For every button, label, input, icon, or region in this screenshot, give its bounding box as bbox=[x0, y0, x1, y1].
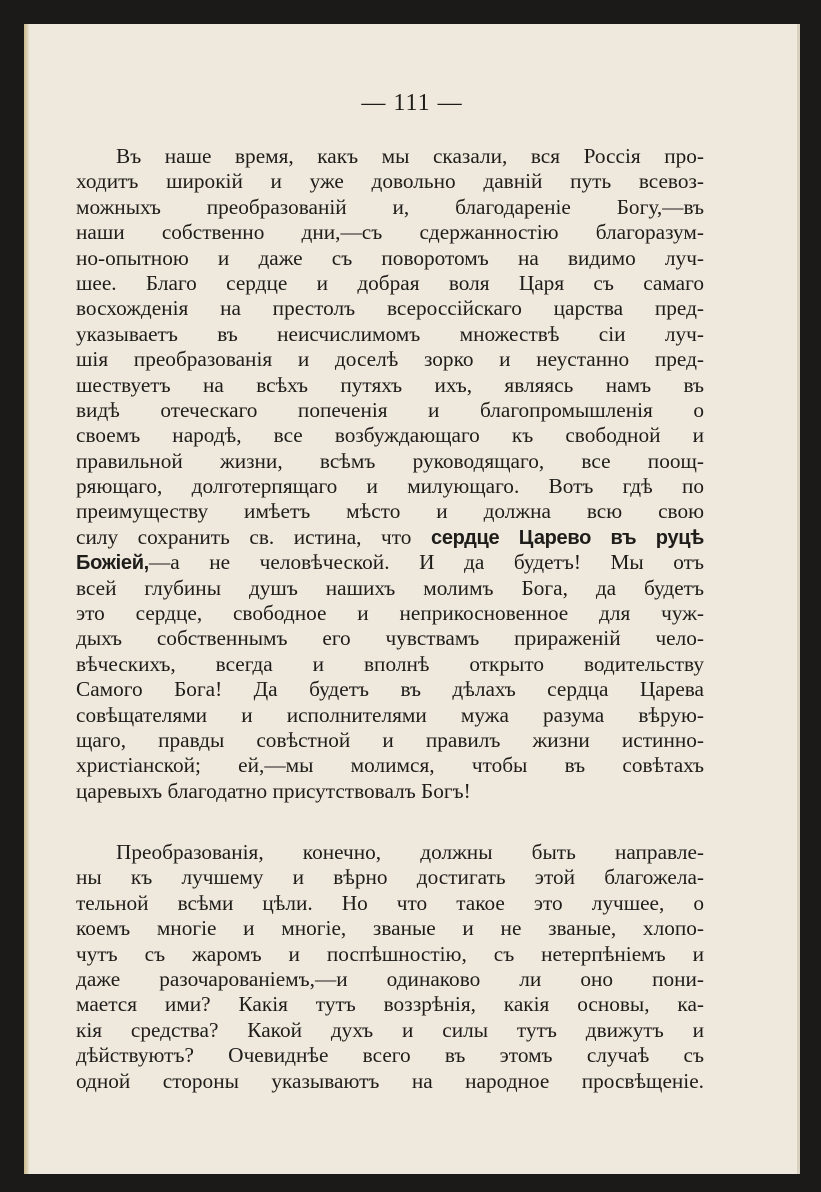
text-line: совѣщателями и исполнителями мужа разума вѣрую- bbox=[76, 702, 704, 727]
text-line: дыхъ собственнымъ его чувствамъ приражeній чело- bbox=[76, 626, 704, 651]
text-line: своемъ народѣ, все возбуждающаго къ свободной и bbox=[76, 423, 704, 448]
text-line: даже разочарованіемъ,—и одинаково ли оно пони- bbox=[76, 966, 704, 991]
text-line: ходитъ широкій и уже довольно давній путь всевоз- bbox=[76, 169, 704, 194]
text-line: шествуетъ на всѣхъ путяхъ ихъ, являясь намъ въ bbox=[76, 372, 704, 397]
text-line: указываетъ въ неисчислимомъ множествѣ сіи луч- bbox=[76, 321, 704, 346]
text-line: царевыхъ благодатно присутствовалъ Богъ! bbox=[76, 778, 471, 803]
text-line: шее. Благо сердце и добрая воля Царя съ самаго bbox=[76, 270, 704, 295]
book-page bbox=[24, 24, 800, 1174]
text-line: преимуществу имѣетъ мѣсто и должна всю свою bbox=[76, 499, 704, 524]
text-line: шія преобразованія и доселѣ зорко и неустанно пред- bbox=[76, 347, 704, 372]
text-line: щаго, правды совѣстной и правилъ жизни истинно- bbox=[76, 727, 704, 752]
text-line-with-emphasis bbox=[76, 525, 704, 550]
text-line: чутъ съ жаромъ и поспѣшностію, съ нетерпѣніемъ и bbox=[76, 941, 704, 966]
text-line: ны къ лучшему и вѣрно достигать этой благожела- bbox=[76, 865, 704, 890]
text-line: одной стороны указываютъ на народное просвѣщеніе. bbox=[76, 1068, 704, 1093]
text-line: коемъ многіе и многіе, званые и не званые, хлопо- bbox=[76, 916, 704, 941]
text-line: мается ими? Какія тутъ воззрѣнія, какія основы, ка- bbox=[76, 992, 704, 1017]
text-line: вѣческихъ, всегда и вполнѣ открыто водительству bbox=[76, 651, 704, 676]
text-line: дѣйствуютъ? Очевиднѣе всего въ этомъ случаѣ съ bbox=[76, 1043, 704, 1068]
text-segment: —а не человѣческой. И да будетъ! Мы отъ bbox=[148, 550, 704, 575]
page-number: — 111 — bbox=[361, 90, 463, 116]
text-line: правильной жизни, всѣмъ руководящаго, все поощ- bbox=[76, 448, 704, 473]
text-line: Въ наше время, какъ мы сказали, вся Россія про- bbox=[116, 144, 704, 168]
text-segment: силу сохранить св. истина, что bbox=[76, 524, 431, 549]
text-line: наши собственно дни,—съ сдержанностію благоразум- bbox=[76, 220, 704, 245]
text-line: Преобразованія, конечно, должны быть направле- bbox=[116, 840, 704, 864]
paragraph-2 bbox=[76, 840, 704, 1094]
text-line: но-опытною и даже съ поворотомъ на видимо луч- bbox=[76, 245, 704, 270]
page-right-edge bbox=[797, 24, 800, 1174]
emphasized-text: Божіей, bbox=[76, 552, 149, 575]
text-line: христіанской; ей,—мы молимся, чтобы въ совѣтахъ bbox=[76, 753, 704, 778]
emphasized-text: сердце Царево въ руцѣ bbox=[431, 526, 705, 549]
text-line-with-emphasis bbox=[76, 550, 704, 575]
text-line: восхожденія на престолъ всероссійскаго царства пред- bbox=[76, 296, 704, 321]
text-line: видѣ отеческаго попеченія и благопромышленія о bbox=[76, 397, 704, 422]
text-line: всей глубины душъ нашихъ молимъ Бога, да будетъ bbox=[76, 575, 704, 600]
paragraph-1 bbox=[76, 144, 704, 804]
text-line: Самого Бога! Да будетъ въ дѣлахъ сердца Царева bbox=[76, 677, 704, 702]
text-line: тельной всѣми цѣли. Но что такое это лучшее, о bbox=[76, 890, 704, 915]
text-line: это сердце, свободное и неприкосновенное для чуж- bbox=[76, 601, 704, 626]
page-left-edge bbox=[24, 24, 29, 1174]
text-line: ряющаго, долготерпящаго и милующаго. Вотъ гдѣ по bbox=[76, 474, 704, 499]
text-line: можныхъ преобразованій и, благодареніе Богу,—въ bbox=[76, 194, 704, 219]
text-line: кія средства? Какой духъ и силы тутъ движутъ и bbox=[76, 1017, 704, 1042]
